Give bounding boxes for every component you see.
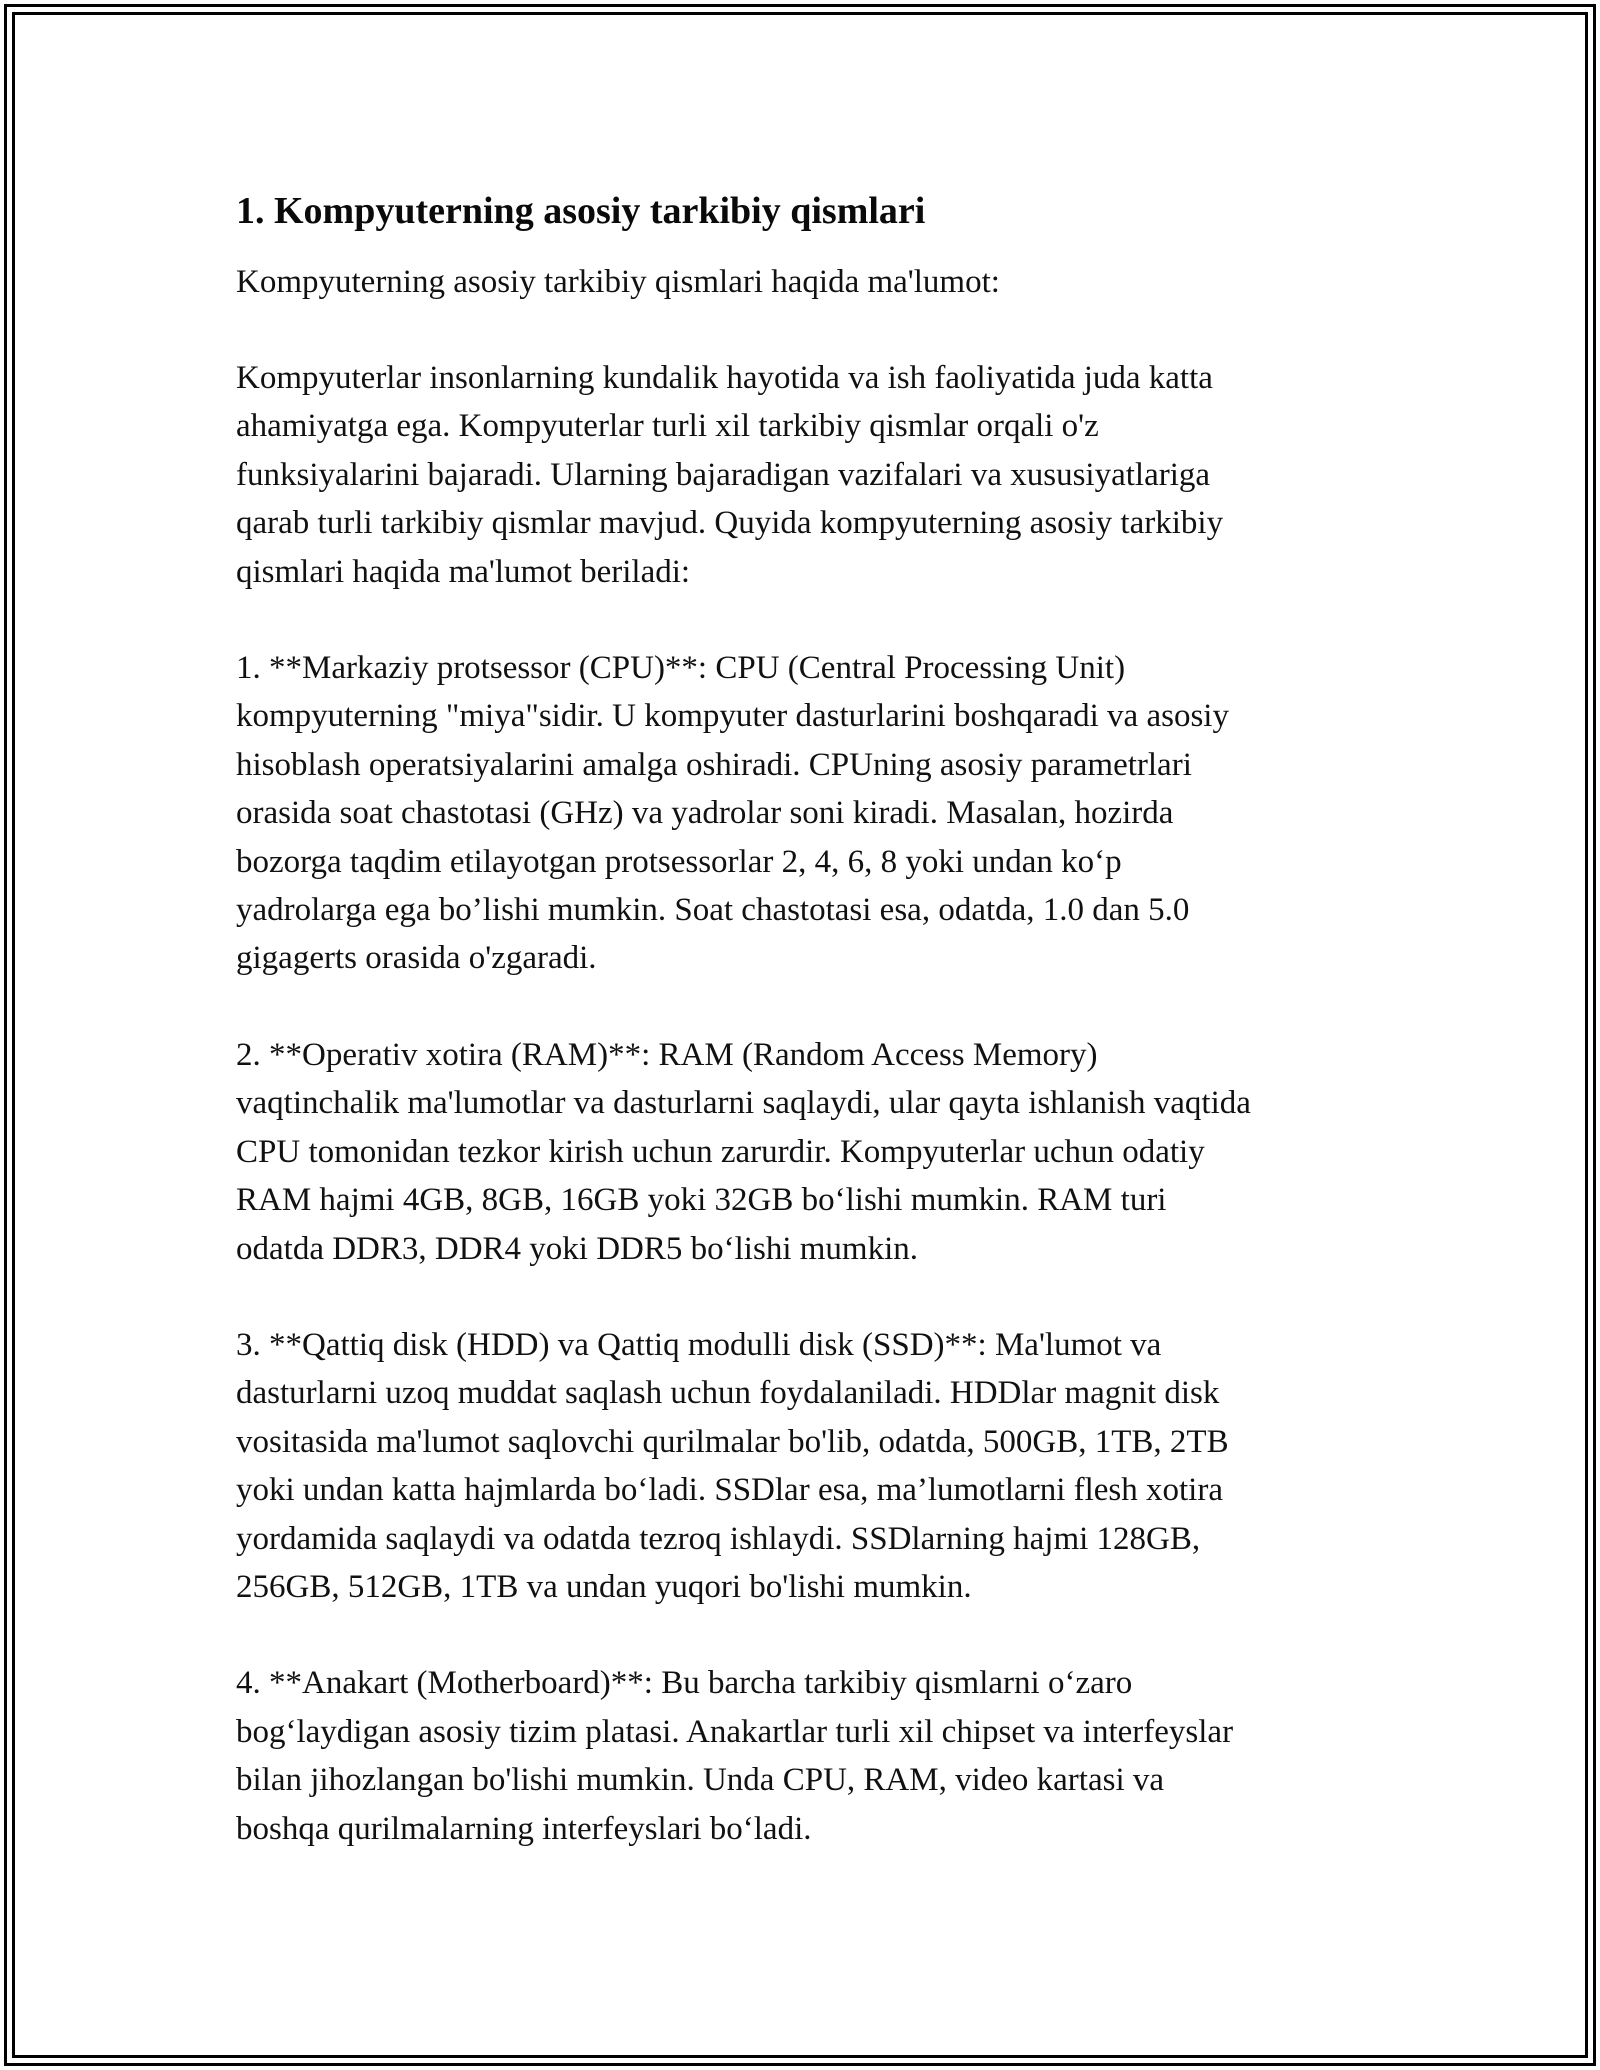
section-heading: 1. Kompyuterning asosiy tarkibiy qismlari (236, 190, 926, 232)
paragraph (236, 1031, 1376, 1273)
paragraph-line: 2. **Operativ xotira (RAM)**: RAM (Random Access Memory) (236, 1036, 1098, 1073)
paragraph-line: 256GB, 512GB, 1TB va undan yuqori bo'lishi mumkin. (236, 1568, 972, 1605)
paragraph-line: orasida soat chastotasi (GHz) va yadrolar soni kiradi. Masalan, hozirda (236, 795, 1174, 832)
paragraph-line: CPU tomonidan tezkor kirish uchun zarurdir. Kompyuterlar uchun odatiy (236, 1133, 1205, 1170)
paragraph-line: yordamida saqlaydi va odatda tezroq ishlaydi. SSDlarning hajmi 128GB, (236, 1520, 1201, 1557)
paragraph-line: funksiyalarini bajaradi. Ularning bajaradigan vazifalari va xususiyatlariga (236, 456, 1211, 493)
document-body (236, 186, 1376, 1853)
paragraph-list (236, 354, 1376, 1853)
paragraph-line: vositasida ma'lumot saqlovchi qurilmalar bo'lib, odatda, 500GB, 1TB, 2TB (236, 1423, 1229, 1460)
paragraph (236, 1321, 1376, 1611)
paragraph-line: odatda DDR3, DDR4 yoki DDR5 bo‘lishi mumkin. (236, 1230, 918, 1267)
paragraph-line: RAM hajmi 4GB, 8GB, 16GB yoki 32GB bo‘lishi mumkin. RAM turi (236, 1182, 1167, 1219)
paragraph-line: boshqa qurilmalarning interfeyslari bo‘ladi. (236, 1810, 812, 1847)
paragraph-line: hisoblash operatsiyalarini amalga oshiradi. CPUning asosiy parametrlari (236, 746, 1192, 783)
paragraph-line: yadrolarga ega bo’lishi mumkin. Soat chastotasi esa, odatda, 1.0 dan 5.0 (236, 892, 1190, 929)
paragraph-line: vaqtinchalik ma'lumotlar va dasturlarni saqlaydi, ular qayta ishlanish vaqtida (236, 1085, 1251, 1122)
paragraph-line: 1. **Markaziy protsessor (CPU)**: CPU (Central Processing Unit) (236, 650, 1126, 687)
paragraph-line: bozorga taqdim etilayotgan protsessorlar 2, 4, 6, 8 yoki undan ko‘p (236, 843, 1122, 880)
paragraph-line: bog‘laydigan asosiy tizim platasi. Anakartlar turli xil chipset va interfeyslar (236, 1713, 1234, 1750)
paragraph-line: 3. **Qattiq disk (HDD) va Qattiq modulli disk (SSD)**: Ma'lumot va (236, 1326, 1162, 1363)
paragraph-line: kompyuterning "miya"sidir. U kompyuter dasturlarini boshqaradi va asosiy (236, 698, 1229, 735)
paragraph (236, 1659, 1376, 1853)
paragraph-line: dasturlarni uzoq muddat saqlash uchun foydalaniladi. HDDlar magnit disk (236, 1375, 1220, 1412)
paragraph (236, 644, 1376, 983)
paragraph-line: qarab turli tarkibiy qismlar mavjud. Quyida kompyuterning asosiy tarkibiy (236, 505, 1224, 542)
paragraph-line: bilan jihozlangan bo'lishi mumkin. Unda CPU, RAM, video kartasi va (236, 1762, 1165, 1799)
paragraph-line: ahamiyatga ega. Kompyuterlar turli xil tarkibiy qismlar orqali o'z (236, 408, 1099, 445)
paragraph (236, 354, 1376, 596)
paragraph-line: qismlari haqida ma'lumot beriladi: (236, 553, 691, 590)
paragraph-line: yoki undan katta hajmlarda bo‘ladi. SSDlar esa, ma’lumotlarni flesh xotira (236, 1472, 1223, 1509)
paragraph-line: 4. **Anakart (Motherboard)**: Bu barcha tarkibiy qismlarni o‘zaro (236, 1665, 1133, 1702)
intro-text: Kompyuterning asosiy tarkibiy qismlari haqida ma'lumot: (236, 264, 1000, 300)
paragraph-line: Kompyuterlar insonlarning kundalik hayotida va ish faoliyatida juda katta (236, 360, 1213, 396)
paragraph-line: gigagerts orasida o'zgaradi. (236, 940, 597, 977)
